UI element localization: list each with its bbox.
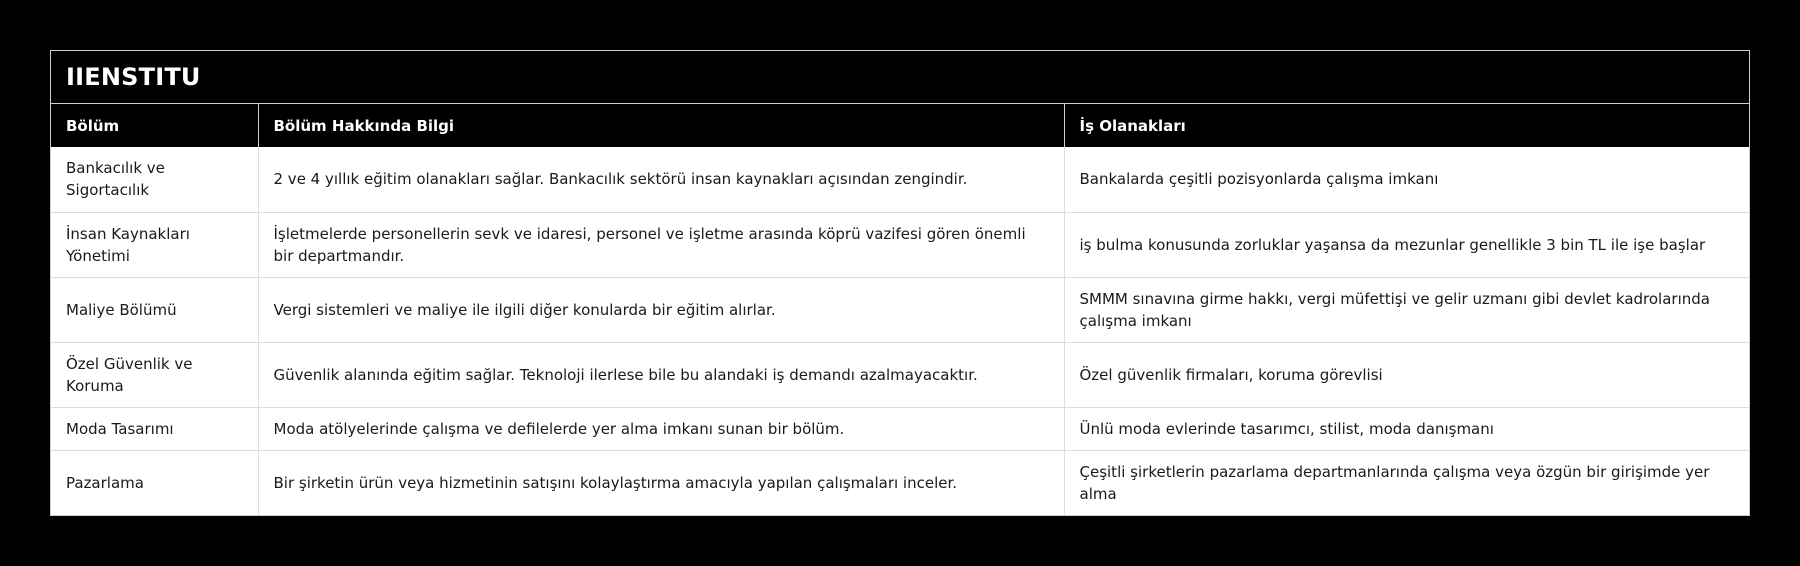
cell-jobs: SMMM sınavına girme hakkı, vergi müfettişi ve gelir uzmanı gibi devlet kadrolarında çalışma imkanı xyxy=(1064,277,1749,342)
cell-info: Vergi sistemleri ve maliye ile ilgili diğer konularda bir eğitim alırlar. xyxy=(258,277,1064,342)
table-row xyxy=(51,407,1749,450)
cell-department: Maliye Bölümü xyxy=(51,277,258,342)
table-title: IIENSTITU xyxy=(51,51,1749,104)
cell-department: Moda Tasarımı xyxy=(51,407,258,450)
cell-jobs: Çeşitli şirketlerin pazarlama departmanlarında çalışma veya özgün bir girişimde yer alma xyxy=(1064,450,1749,515)
cell-info: İşletmelerde personellerin sevk ve idaresi, personel ve işletme arasında köprü vazifesi gören önemli bir departmandır. xyxy=(258,212,1064,277)
cell-department: Özel Güvenlik ve Koruma xyxy=(51,342,258,407)
column-header-jobs: İş Olanakları xyxy=(1064,104,1749,147)
cell-department: İnsan Kaynakları Yönetimi xyxy=(51,212,258,277)
cell-department: Pazarlama xyxy=(51,450,258,515)
cell-info: Bir şirketin ürün veya hizmetinin satışını kolaylaştırma amacıyla yapılan çalışmaları inceler. xyxy=(258,450,1064,515)
table-row xyxy=(51,212,1749,277)
department-table xyxy=(50,50,1750,516)
cell-jobs: Ünlü moda evlerinde tasarımcı, stilist, moda danışmanı xyxy=(1064,407,1749,450)
table-row xyxy=(51,450,1749,515)
table-row xyxy=(51,277,1749,342)
table-row xyxy=(51,147,1749,212)
cell-info: Güvenlik alanında eğitim sağlar. Teknoloji ilerlese bile bu alandaki iş demandı azalmayacaktır. xyxy=(258,342,1064,407)
header-row xyxy=(51,104,1749,147)
data-table xyxy=(51,104,1749,515)
cell-info: Moda atölyelerinde çalışma ve defilelerde yer alma imkanı sunan bir bölüm. xyxy=(258,407,1064,450)
cell-jobs: Bankalarda çeşitli pozisyonlarda çalışma imkanı xyxy=(1064,147,1749,212)
cell-jobs: iş bulma konusunda zorluklar yaşansa da mezunlar genellikle 3 bin TL ile işe başlar xyxy=(1064,212,1749,277)
cell-info: 2 ve 4 yıllık eğitim olanakları sağlar. Bankacılık sektörü insan kaynakları açısından zengindir. xyxy=(258,147,1064,212)
cell-department: Bankacılık ve Sigortacılık xyxy=(51,147,258,212)
table-row xyxy=(51,342,1749,407)
column-header-department: Bölüm xyxy=(51,104,258,147)
cell-jobs: Özel güvenlik firmaları, koruma görevlisi xyxy=(1064,342,1749,407)
column-header-info: Bölüm Hakkında Bilgi xyxy=(258,104,1064,147)
